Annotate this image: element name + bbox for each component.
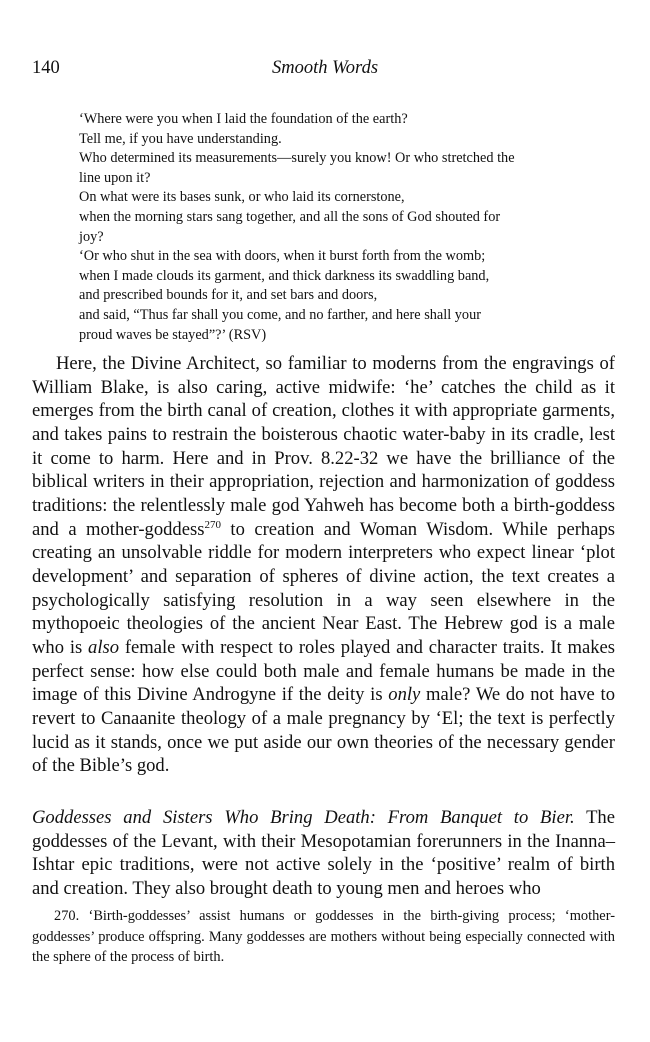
paragraph-text: male? We do not have to revert to Canaanite theology of a male pregnancy by ‘El; the text is perfectly lucid as it stands, once we put aside our own theories of the necessary gender of the Bible’s god. xyxy=(32,684,616,777)
quote-line: Tell me, if you have understanding. xyxy=(79,130,282,147)
page-number: 140 xyxy=(32,58,60,78)
quote-text: proud waves be stayed”?’ ( xyxy=(79,326,234,343)
citation-close: ) xyxy=(261,326,267,343)
quote-line: On what were its bases sunk, or who laid its cornerstone, xyxy=(79,189,405,206)
citation-rsv: RSV xyxy=(233,326,262,343)
quote-line: when I made clouds its garment, and thick darkness its swaddling band, xyxy=(79,267,490,284)
quote-line: joy? xyxy=(79,228,104,245)
block-quote xyxy=(79,110,579,345)
footnote-text: ‘Birth-goddesses’ assist humans or goddesses in the birth-giving process; ‘mother-goddesses’ produce offspring. Many goddesses are mothers without being especially connected with the sphere of the process of birth. xyxy=(32,908,615,965)
quote-last-line xyxy=(79,326,579,346)
emphasis-also: also xyxy=(88,636,120,658)
footnote xyxy=(32,906,615,968)
emphasis-only: only xyxy=(388,684,421,706)
quote-line: Who determined its measurements—surely you know! Or who stretched the xyxy=(79,150,515,167)
paragraph-text: to creation and Woman Wisdom. While perhaps creating an unsolvable riddle for modern interpreters who expect linear ‘plot development’ and separation of spheres of divine action, the text creates a psychologically satisfying resolution in a way seen elsewhere in the mythopoeic theologies of the ancient Near East. The Hebrew god is a male who is xyxy=(32,518,615,658)
quote-line: and said, “Thus far shall you come, and no farther, and here shall your xyxy=(79,306,481,323)
section-heading: Goddesses and Sisters Who Bring Death: From Banquet to Bier. xyxy=(32,807,575,828)
paragraph-text: The goddesses of the Levant, with their Mesopotamian forerunners in the Inanna–Ishtar epic traditions, were not active solely in the ‘positive’ realm of birth and creation. They also brought death to young men and heroes who xyxy=(32,807,615,899)
quote-line: ‘Where were you when I laid the foundation of the earth? xyxy=(79,111,408,127)
quote-line: when the morning stars sang together, and all the sons of God shouted for xyxy=(79,208,501,225)
paragraph-text: Here, the Divine Architect, so familiar to moderns from the engravings of William Blake, is also caring, active midwife: ‘he’ catches the child as it emerges from the birth canal of creation, clothes it with appropriate garments, and takes pains to restrain the boisterous chaotic water-baby in its cradle, lest it come to harm. Here and in Prov. 8.22-32 we have the brilliance of the biblical writers in their appropriation, rejection and harmonization of goddess traditions: the relentlessly male god Yahweh has become both a birth-goddess and a mother-goddess xyxy=(32,353,615,540)
body-paragraph xyxy=(32,352,615,778)
quote-line: ‘Or who shut in the sea with doors, when it burst forth from the womb; xyxy=(79,248,486,265)
quote-line: line upon it? xyxy=(79,169,151,186)
footnote-number: 270. xyxy=(54,908,80,924)
paragraph-text: female with respect to roles played and character traits. It makes perfect sense: how else could both male and female humans be made in the image of this Divine Androgyne if the deity is xyxy=(32,636,615,706)
running-head: Smooth Words xyxy=(271,58,379,78)
quote-line: and prescribed bounds for it, and set bars and doors, xyxy=(79,287,378,304)
body-paragraph xyxy=(32,806,615,901)
footnote-reference[interactable]: 270 xyxy=(204,518,221,531)
